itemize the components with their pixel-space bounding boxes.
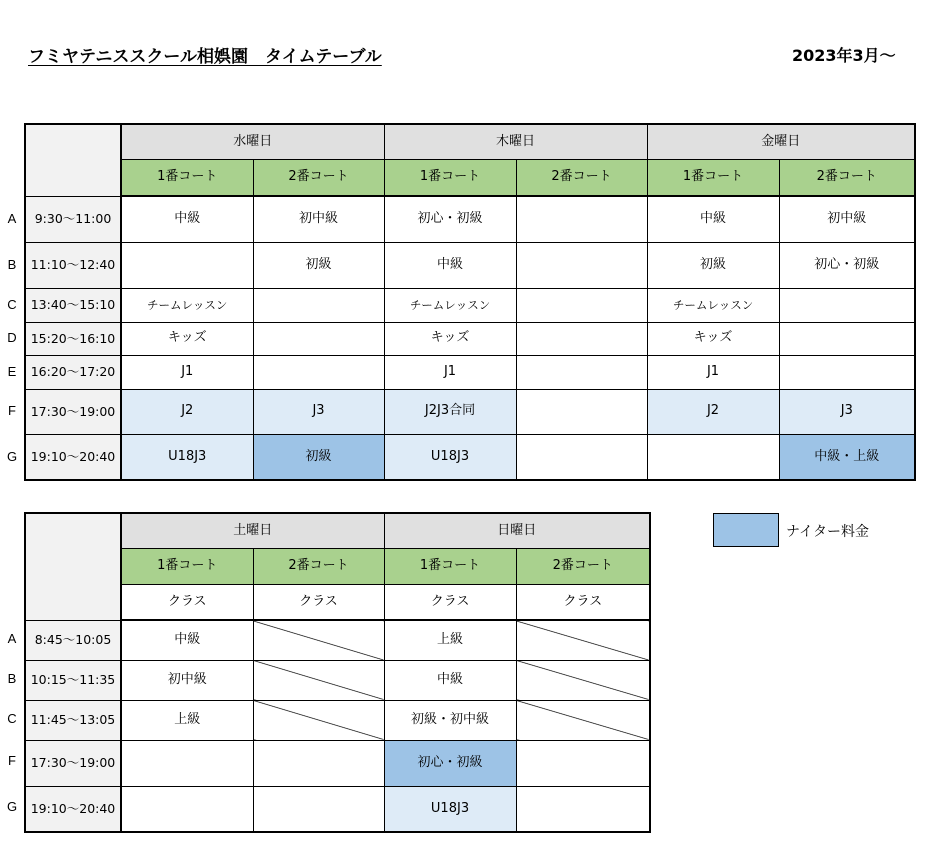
table-row xyxy=(25,242,915,288)
schedule-cell: 初中級 xyxy=(121,660,253,700)
schedule-cell-night-fee: 中級・上級 xyxy=(779,434,915,480)
weekday-timetable xyxy=(24,123,916,481)
schedule-cell xyxy=(516,434,647,480)
unavailable-cell xyxy=(253,700,384,740)
day-header-thursday: 木曜日 xyxy=(384,124,647,159)
court-header: 2番コート xyxy=(516,548,650,584)
table-row xyxy=(25,355,915,389)
table-row xyxy=(25,288,915,322)
schedule-cell: チームレッスン xyxy=(647,288,779,322)
schedule-cell xyxy=(516,786,650,832)
schedule-cell: 中級 xyxy=(121,620,253,660)
row-letter: B xyxy=(7,671,17,686)
legend-swatch xyxy=(713,513,779,547)
day-header-friday: 金曜日 xyxy=(647,124,915,159)
table-row xyxy=(25,786,650,832)
table-row xyxy=(25,434,915,480)
row-letter: E xyxy=(7,364,17,379)
row-letter: G xyxy=(6,799,18,814)
schedule-cell xyxy=(779,355,915,389)
schedule-cell xyxy=(121,242,253,288)
class-label: クラス xyxy=(253,584,384,620)
schedule-cell: キッズ xyxy=(384,322,516,355)
schedule-cell xyxy=(779,288,915,322)
schedule-cell xyxy=(647,434,779,480)
day-header-sunday: 日曜日 xyxy=(384,513,650,548)
unavailable-cell xyxy=(253,620,384,660)
court-header: 1番コート xyxy=(121,548,253,584)
time-slot: 11:10〜12:40 xyxy=(25,242,121,288)
court-header: 1番コート xyxy=(384,159,516,196)
schedule-cell xyxy=(253,355,384,389)
schedule-cell-night-fee: 初級 xyxy=(253,434,384,480)
schedule-cell: 初級 xyxy=(647,242,779,288)
table-row xyxy=(25,660,650,700)
time-slot: 17:30〜19:00 xyxy=(25,389,121,434)
weekend-timetable xyxy=(24,512,651,833)
unavailable-cell xyxy=(516,660,650,700)
schedule-cell xyxy=(121,786,253,832)
schedule-cell: J3 xyxy=(779,389,915,434)
table-row xyxy=(25,700,650,740)
schedule-cell xyxy=(516,355,647,389)
court-header: 2番コート xyxy=(779,159,915,196)
time-slot: 10:15〜11:35 xyxy=(25,660,121,700)
schedule-cell xyxy=(516,740,650,786)
schedule-cell xyxy=(779,322,915,355)
class-label: クラス xyxy=(121,584,253,620)
schedule-cell xyxy=(516,288,647,322)
schedule-cell: 中級 xyxy=(121,196,253,242)
schedule-cell: 初心・初級 xyxy=(779,242,915,288)
unavailable-cell xyxy=(516,620,650,660)
schedule-cell xyxy=(253,740,384,786)
schedule-cell: 初級・初中級 xyxy=(384,700,516,740)
schedule-cell: キッズ xyxy=(121,322,253,355)
class-label: クラス xyxy=(384,584,516,620)
schedule-cell: 中級 xyxy=(384,660,516,700)
time-slot: 19:10〜20:40 xyxy=(25,434,121,480)
court-header: 2番コート xyxy=(253,548,384,584)
time-slot: 9:30〜11:00 xyxy=(25,196,121,242)
schedule-cell: 初中級 xyxy=(779,196,915,242)
schedule-cell: 初級 xyxy=(253,242,384,288)
schedule-cell: J1 xyxy=(384,355,516,389)
class-label: クラス xyxy=(516,584,650,620)
schedule-cell: 上級 xyxy=(384,620,516,660)
unavailable-cell xyxy=(516,700,650,740)
row-letter: D xyxy=(7,330,17,345)
row-letter: F xyxy=(8,753,16,768)
schedule-cell: チームレッスン xyxy=(121,288,253,322)
time-slot: 19:10〜20:40 xyxy=(25,786,121,832)
table-row xyxy=(25,389,915,434)
schedule-cell: 初心・初級 xyxy=(384,196,516,242)
court-header: 2番コート xyxy=(253,159,384,196)
court-header: 1番コート xyxy=(647,159,779,196)
schedule-cell xyxy=(253,322,384,355)
row-letter: A xyxy=(7,631,17,646)
schedule-cell xyxy=(516,322,647,355)
court-header: 1番コート xyxy=(384,548,516,584)
schedule-cell: 上級 xyxy=(121,700,253,740)
day-header-wednesday: 水曜日 xyxy=(121,124,384,159)
schedule-cell xyxy=(253,288,384,322)
header-corner xyxy=(25,124,121,196)
schedule-cell: J2J3合同 xyxy=(384,389,516,434)
time-slot: 11:45〜13:05 xyxy=(25,700,121,740)
row-letter: C xyxy=(7,711,17,726)
schedule-cell: J2 xyxy=(647,389,779,434)
page-title: フミヤテニススクール相娯園 タイムテーブル xyxy=(28,47,382,67)
schedule-cell: 中級 xyxy=(647,196,779,242)
row-letter: G xyxy=(6,449,18,464)
schedule-cell xyxy=(516,242,647,288)
schedule-cell xyxy=(121,740,253,786)
time-slot: 15:20〜16:10 xyxy=(25,322,121,355)
schedule-cell-night-fee: 初心・初級 xyxy=(384,740,516,786)
legend-label: ナイター料金 xyxy=(786,524,870,540)
row-letter: A xyxy=(7,211,17,226)
time-slot: 8:45〜10:05 xyxy=(25,620,121,660)
row-letter: F xyxy=(8,403,16,418)
schedule-cell: U18J3 xyxy=(384,434,516,480)
schedule-cell: J2 xyxy=(121,389,253,434)
row-letter: C xyxy=(7,297,17,312)
schedule-cell xyxy=(253,786,384,832)
schedule-cell xyxy=(516,196,647,242)
schedule-cell: J1 xyxy=(121,355,253,389)
table-row xyxy=(25,740,650,786)
schedule-cell: 中級 xyxy=(384,242,516,288)
schedule-cell: U18J3 xyxy=(121,434,253,480)
court-header: 2番コート xyxy=(516,159,647,196)
day-header-saturday: 土曜日 xyxy=(121,513,384,548)
time-slot: 16:20〜17:20 xyxy=(25,355,121,389)
header-corner xyxy=(25,513,121,620)
table-row xyxy=(25,322,915,355)
schedule-cell: U18J3 xyxy=(384,786,516,832)
court-header: 1番コート xyxy=(121,159,253,196)
schedule-cell: キッズ xyxy=(647,322,779,355)
table-row xyxy=(25,196,915,242)
schedule-cell: J1 xyxy=(647,355,779,389)
row-letter: B xyxy=(7,257,17,272)
schedule-cell: J3 xyxy=(253,389,384,434)
unavailable-cell xyxy=(253,660,384,700)
table-row xyxy=(25,620,650,660)
effective-date: 2023年3月〜 xyxy=(792,46,896,65)
time-slot: 17:30〜19:00 xyxy=(25,740,121,786)
time-slot: 13:40〜15:10 xyxy=(25,288,121,322)
schedule-cell: チームレッスン xyxy=(384,288,516,322)
schedule-cell: 初中級 xyxy=(253,196,384,242)
schedule-cell xyxy=(516,389,647,434)
